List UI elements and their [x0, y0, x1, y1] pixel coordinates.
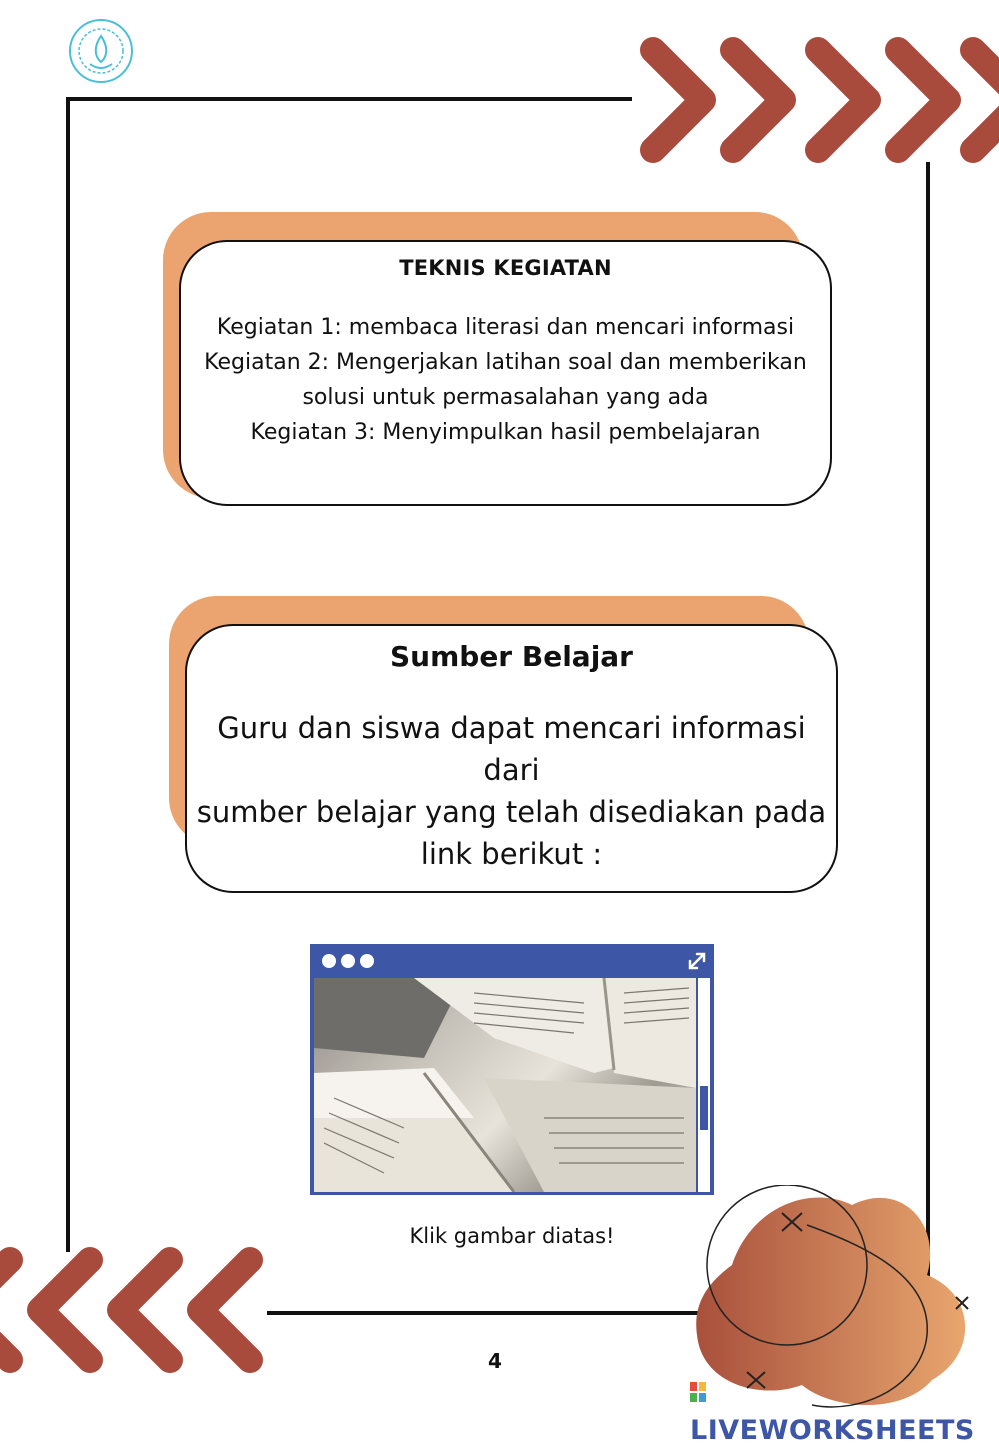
page-number: 4 — [488, 1349, 502, 1373]
sumber-line: link berikut : — [420, 837, 603, 871]
open-books-image[interactable] — [314, 978, 696, 1192]
brand-text: LIVEWORKSHEETS — [690, 1415, 975, 1446]
scrollbar[interactable] — [698, 978, 710, 1192]
liveworksheets-mark-icon — [690, 1380, 706, 1404]
teknis-body — [181, 310, 830, 450]
sumber-body — [187, 707, 836, 875]
sumber-belajar-card — [185, 624, 838, 893]
liveworksheets-logo[interactable] — [690, 1371, 990, 1446]
image-caption: Klik gambar diatas! — [409, 1224, 615, 1248]
university-seal-logo — [66, 16, 136, 86]
frame-left-line — [66, 97, 70, 1252]
window-dot — [360, 954, 374, 968]
learning-source-image-link[interactable] — [310, 944, 714, 1195]
teknis-title: TEKNIS KEGIATAN — [399, 256, 612, 280]
frame-right-line — [926, 162, 930, 1302]
window-dot — [322, 954, 336, 968]
sumber-line: Guru dan siswa dapat mencari informasi dari — [217, 711, 806, 787]
teknis-line: Kegiatan 1: membaca literasi dan mencari informasi — [216, 315, 795, 340]
window-dot — [341, 954, 355, 968]
frame-top-line — [66, 97, 632, 101]
scrollbar-thumb[interactable] — [700, 1086, 708, 1130]
books-illustration — [314, 978, 696, 1192]
teknis-line: Kegiatan 3: Menyimpulkan hasil pembelajaran — [250, 420, 761, 445]
teknis-kegiatan-card — [179, 240, 832, 506]
sumber-line: sumber belajar yang telah disediakan pada — [196, 795, 827, 829]
teknis-line: Kegiatan 2: Mengerjakan latihan soal dan memberikan — [204, 350, 807, 375]
frame-bottom-line — [267, 1311, 717, 1315]
chevrons-right-decoration — [628, 35, 999, 165]
teknis-line: solusi untuk permasalahan yang ada — [302, 385, 709, 410]
expand-icon[interactable] — [686, 950, 708, 972]
chevrons-left-decoration — [0, 1245, 270, 1385]
sumber-title: Sumber Belajar — [390, 640, 633, 673]
